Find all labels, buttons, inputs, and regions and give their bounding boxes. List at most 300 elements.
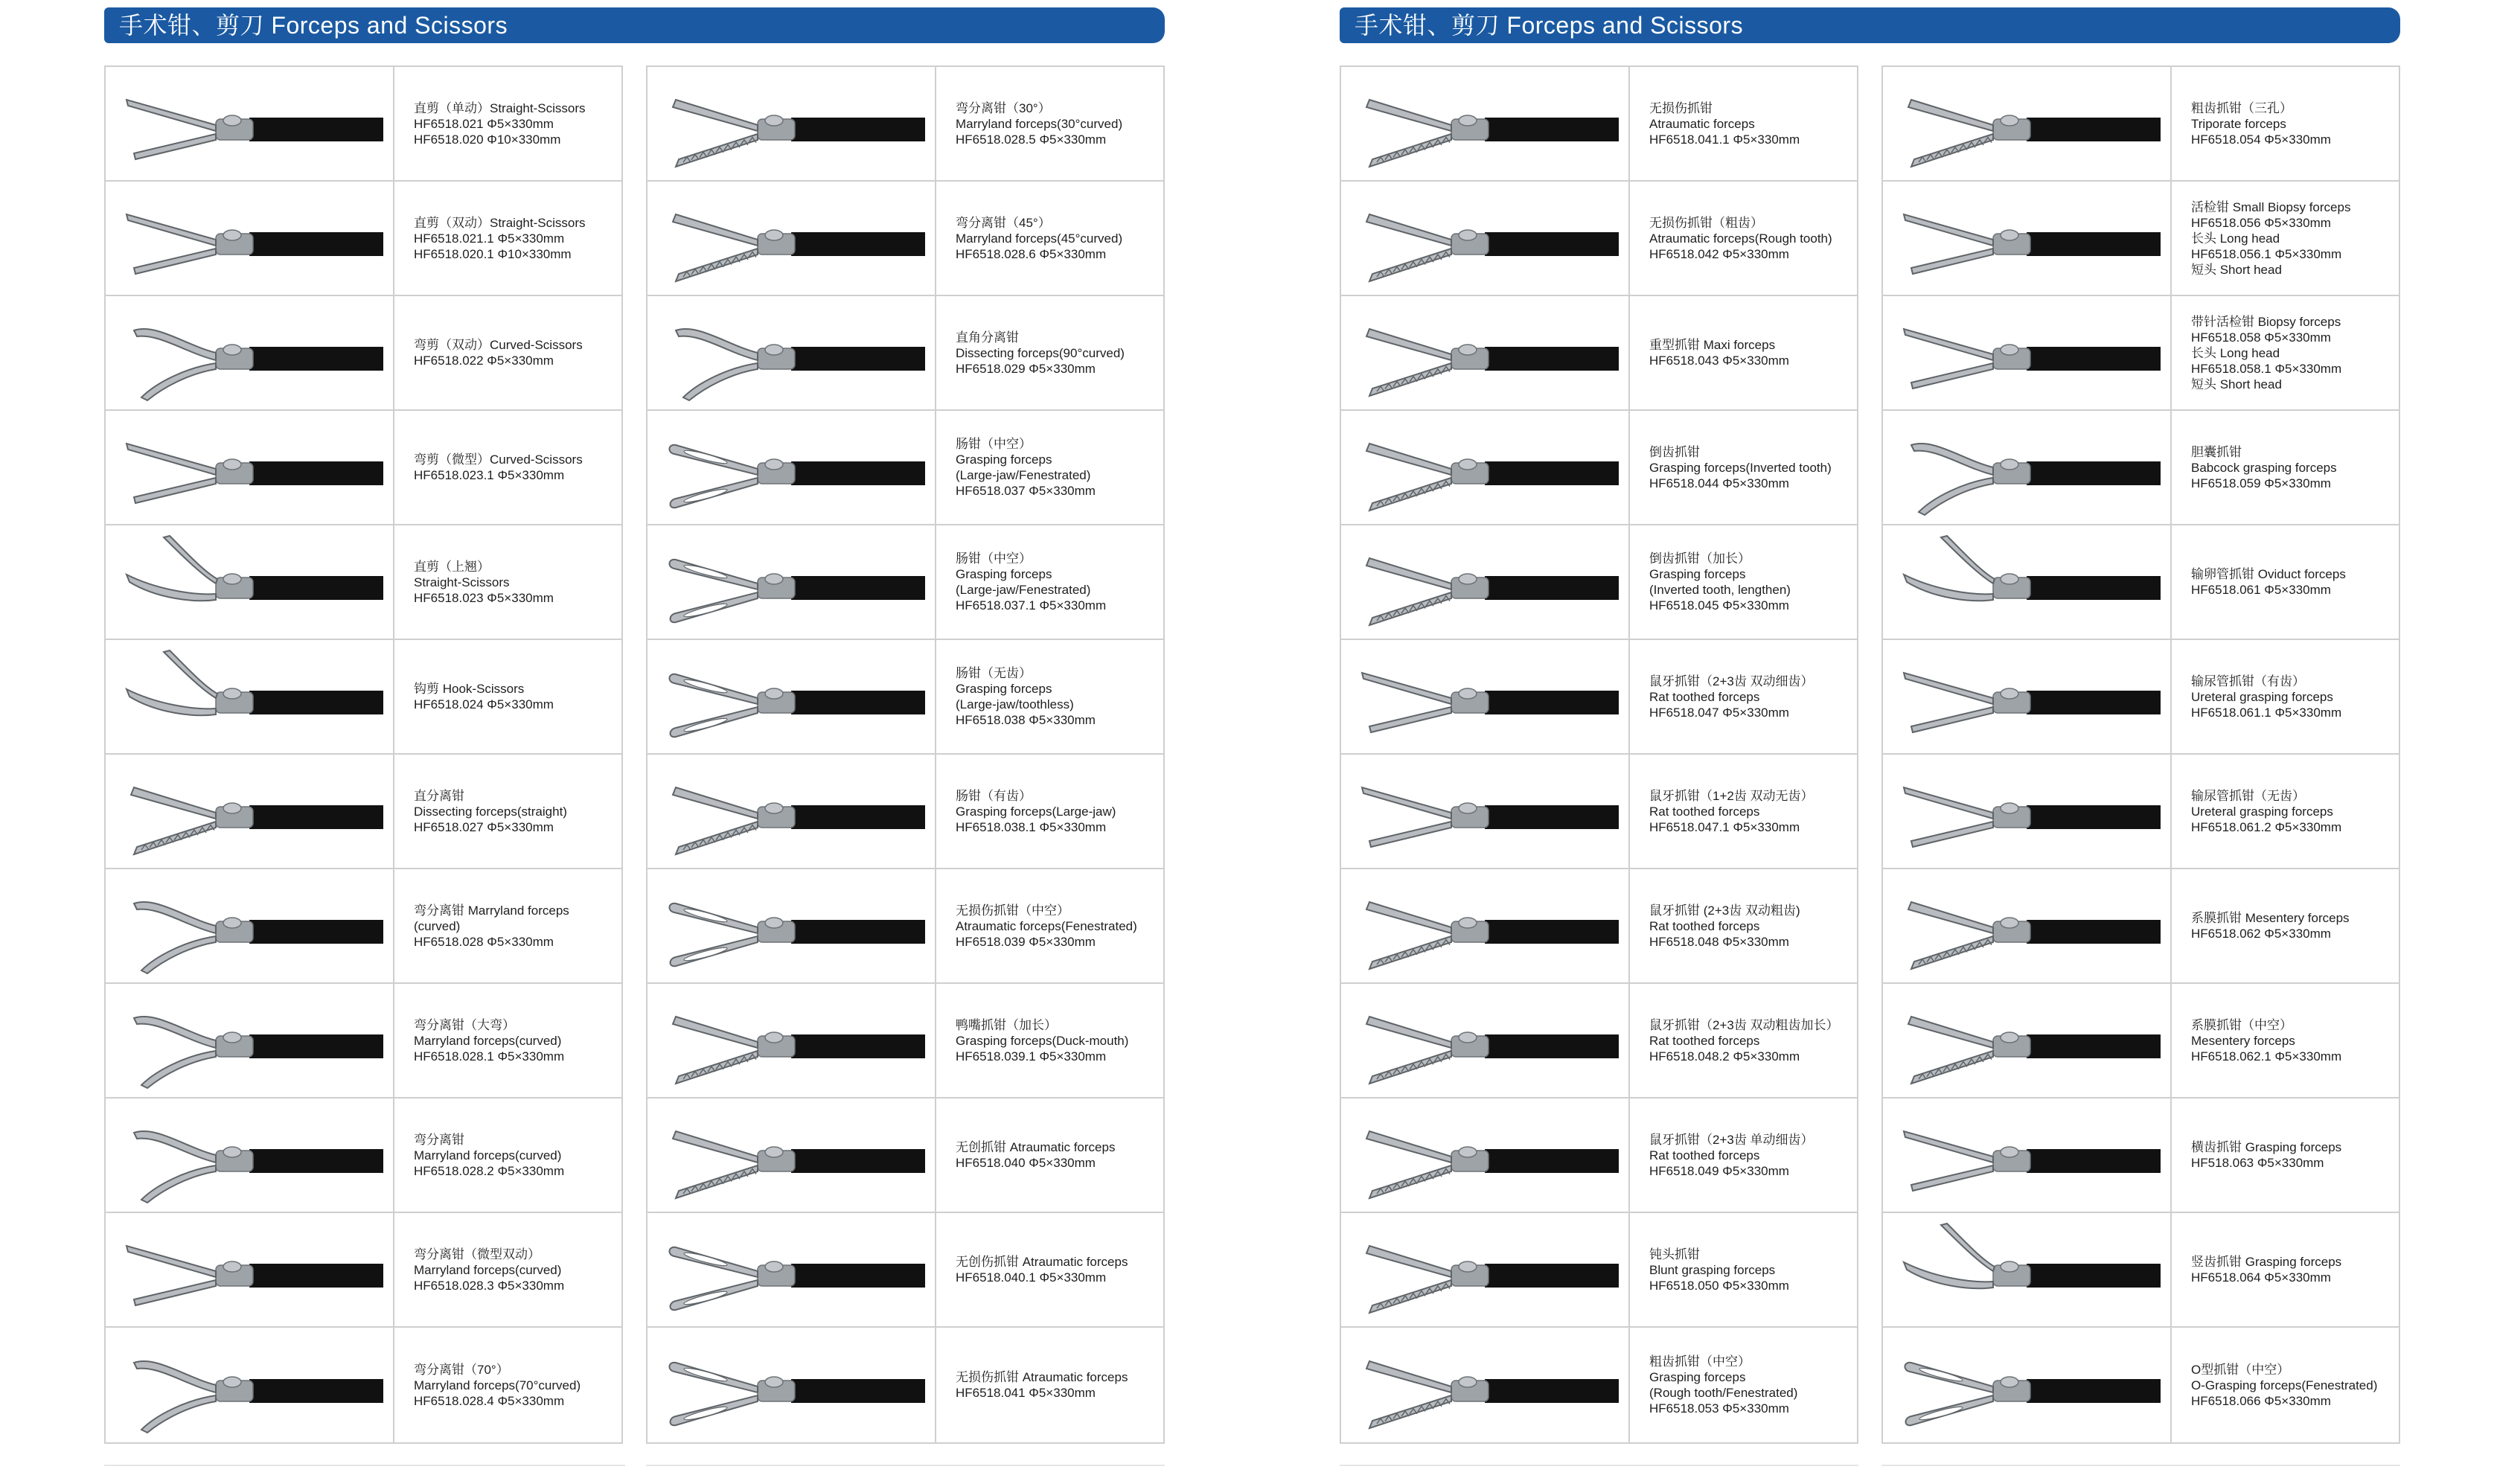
product-image-cell bbox=[648, 182, 936, 295]
jaw-lower bbox=[141, 1165, 216, 1203]
jaw-lower bbox=[134, 478, 216, 503]
product-text-line: 鼠牙抓钳（2+3齿 双动细齿） bbox=[1649, 674, 1814, 688]
product-text-line: HF6518.040.1 Φ5×330mm bbox=[956, 1270, 1107, 1285]
right-column-2 bbox=[1881, 65, 2400, 1444]
product-image-cell bbox=[648, 640, 936, 753]
jaw-lower bbox=[1369, 592, 1451, 625]
product-row bbox=[1883, 869, 2399, 984]
product-image-cell bbox=[1341, 755, 1630, 868]
instrument-shaft bbox=[1485, 118, 1619, 141]
instrument-image bbox=[1347, 530, 1622, 634]
jaw-upper bbox=[676, 329, 758, 360]
product-text-line: Dissecting forceps(straight) bbox=[414, 804, 567, 819]
product-text-line: HF6518.024 Φ5×330mm bbox=[414, 697, 554, 711]
product-description bbox=[1630, 67, 1857, 180]
product-image-cell bbox=[648, 525, 936, 639]
instrument-shaft bbox=[791, 920, 925, 944]
jaw-lower bbox=[1904, 575, 1993, 601]
product-image-cell bbox=[1341, 869, 1630, 982]
jaw-upper bbox=[134, 902, 216, 933]
product-row bbox=[1883, 984, 2399, 1098]
product-image-cell bbox=[106, 1328, 394, 1442]
jaw-upper bbox=[164, 650, 217, 698]
product-image-cell bbox=[1341, 182, 1630, 295]
product-description bbox=[1630, 640, 1857, 753]
product-image-cell bbox=[1341, 1098, 1630, 1212]
product-image-cell bbox=[1883, 67, 2172, 180]
product-text-line: (Large-jaw/Fenestrated) bbox=[956, 583, 1091, 597]
product-text-line: 胆囊抓钳 bbox=[2191, 444, 2242, 459]
product-text-line: 横齿抓钳 Grasping forceps bbox=[2191, 1140, 2342, 1154]
product-text-line: HF6518.062.1 Φ5×330mm bbox=[2191, 1049, 2342, 1064]
instrument-image bbox=[1347, 1333, 1622, 1437]
jaw-lower bbox=[127, 575, 216, 601]
product-description bbox=[2172, 1213, 2399, 1326]
product-text-line: HF6518.040 Φ5×330mm bbox=[956, 1156, 1096, 1170]
product-image-cell bbox=[106, 755, 394, 868]
product-description bbox=[1630, 869, 1857, 982]
product-text-line: 直分离钳 bbox=[414, 788, 464, 803]
product-description bbox=[936, 755, 1163, 868]
product-text-line: Grasping forceps(Large-jaw) bbox=[956, 804, 1116, 819]
product-text-line: HF6518.054 Φ5×330mm bbox=[2191, 132, 2331, 147]
product-text-line: 钩剪 Hook-Scissors bbox=[414, 682, 525, 696]
product-image-cell bbox=[648, 984, 936, 1097]
product-row bbox=[106, 411, 621, 525]
product-text-line: Babcock grasping forceps bbox=[2191, 460, 2337, 475]
product-row bbox=[648, 984, 1163, 1098]
product-text-line: HF6518.045 Φ5×330mm bbox=[1649, 598, 1789, 613]
product-text-line: O-Grasping forceps(Fenestrated) bbox=[2191, 1378, 2378, 1392]
instrument-image bbox=[1889, 1103, 2164, 1207]
product-text-line: HF6518.029 Φ5×330mm bbox=[956, 361, 1096, 376]
product-row bbox=[1883, 755, 2399, 869]
jaw-upper bbox=[1941, 1224, 1995, 1271]
product-description bbox=[936, 67, 1163, 180]
product-text-line: HF6518.020.1 Φ10×330mm bbox=[414, 246, 572, 261]
product-text-line: 系膜抓钳（中空） bbox=[2191, 1017, 2292, 1032]
product-text-line: HF6518.037.1 Φ5×330mm bbox=[956, 598, 1107, 613]
product-image-cell bbox=[106, 67, 394, 180]
product-description bbox=[2172, 1098, 2399, 1212]
jaw-lower bbox=[1369, 1165, 1451, 1198]
product-text-line: Rat toothed forceps bbox=[1649, 689, 1760, 704]
product-image-cell bbox=[106, 1213, 394, 1326]
instrument-image bbox=[1889, 645, 2164, 749]
product-row bbox=[106, 296, 621, 411]
jaw-upper bbox=[127, 444, 216, 475]
product-image-cell bbox=[1341, 1328, 1630, 1442]
divider bbox=[1881, 1465, 2400, 1466]
instrument-shaft bbox=[1485, 1264, 1619, 1288]
product-row bbox=[106, 755, 621, 869]
product-text-line: HF6518.042 Φ5×330mm bbox=[1649, 246, 1789, 261]
product-text-line: Atraumatic forceps(Fenestrated) bbox=[956, 918, 1137, 933]
instrument-image bbox=[1889, 186, 2164, 290]
product-text-line: 无创伤抓钳 Atraumatic forceps bbox=[956, 1255, 1128, 1269]
product-text-line: HF6518.021.1 Φ5×330mm bbox=[414, 231, 565, 246]
product-text-line: 鼠牙抓钳（2+3齿 单动细齿） bbox=[1649, 1132, 1814, 1147]
product-row bbox=[1341, 525, 1857, 640]
product-text-line: Marryland forceps(curved) bbox=[414, 1148, 562, 1162]
product-row bbox=[648, 755, 1163, 869]
product-description bbox=[1630, 525, 1857, 639]
product-description bbox=[936, 869, 1163, 982]
product-text-line: 肠钳（中空） bbox=[956, 437, 1032, 451]
product-row bbox=[1883, 525, 2399, 640]
jaw-upper bbox=[127, 214, 216, 246]
left-page bbox=[104, 0, 1168, 1484]
product-text-line: HF6518.056.1 Φ5×330mm bbox=[2191, 246, 2342, 261]
instrument-image bbox=[112, 988, 387, 1093]
jaw-upper bbox=[1911, 444, 1993, 475]
instrument-shaft bbox=[791, 347, 925, 371]
product-row bbox=[106, 182, 621, 296]
instrument-image bbox=[1889, 874, 2164, 978]
product-text-line: 短头 Short head bbox=[2191, 377, 2282, 391]
product-row bbox=[648, 411, 1163, 525]
product-image-cell bbox=[106, 640, 394, 753]
product-image-cell bbox=[1341, 984, 1630, 1097]
jaw-lower bbox=[141, 936, 216, 973]
product-text-line: 粗齿抓钳（中空） bbox=[1649, 1355, 1750, 1369]
product-row bbox=[1883, 411, 2399, 525]
product-text-line: (Large-jaw/toothless) bbox=[956, 697, 1074, 711]
product-description bbox=[1630, 1213, 1857, 1326]
product-text-line: 重型抓钳 Maxi forceps bbox=[1649, 338, 1776, 352]
product-text-line: 无损伤抓钳（中空） bbox=[956, 903, 1069, 918]
product-row bbox=[106, 1328, 621, 1442]
left-column-1 bbox=[104, 65, 623, 1444]
product-image-cell bbox=[1341, 67, 1630, 180]
product-text-line: 无损伤抓钳 bbox=[1649, 100, 1713, 115]
jaw-lower bbox=[676, 822, 758, 854]
jaw-lower bbox=[134, 134, 216, 159]
product-row bbox=[648, 296, 1163, 411]
instrument-image bbox=[112, 1103, 387, 1207]
product-row bbox=[106, 67, 621, 182]
right-page-title: 手术钳、剪刀 Forceps and Scissors bbox=[1340, 7, 2400, 43]
product-row bbox=[106, 1213, 621, 1328]
product-image-cell bbox=[1883, 182, 2172, 295]
product-image-cell bbox=[1883, 525, 2172, 639]
product-text-line: 鼠牙抓钳 (2+3齿 双动粗齿) bbox=[1649, 903, 1800, 918]
instrument-shaft bbox=[2027, 1034, 2161, 1058]
product-description bbox=[936, 1328, 1163, 1442]
instrument-shaft bbox=[1485, 920, 1619, 944]
product-image-cell bbox=[1883, 1213, 2172, 1326]
product-row bbox=[106, 640, 621, 755]
product-description bbox=[2172, 984, 2399, 1097]
jaw-lower bbox=[1369, 707, 1451, 732]
product-image-cell bbox=[1883, 411, 2172, 524]
instrument-image bbox=[112, 186, 387, 290]
product-text-line: HF6518.039.1 Φ5×330mm bbox=[956, 1049, 1107, 1064]
divider bbox=[104, 1465, 625, 1466]
jaw-upper bbox=[1362, 673, 1451, 704]
product-text-line: 肠钳（无齿） bbox=[956, 666, 1032, 680]
product-image-cell bbox=[106, 525, 394, 639]
instrument-shaft bbox=[791, 691, 925, 714]
product-text-line: 钝头抓钳 bbox=[1649, 1247, 1700, 1261]
instrument-shaft bbox=[1485, 1034, 1619, 1058]
product-text-line: 活检钳 Small Biopsy forceps bbox=[2191, 199, 2351, 214]
product-image-cell bbox=[106, 984, 394, 1097]
jaw-lower bbox=[1369, 1280, 1451, 1313]
jaw-upper bbox=[127, 100, 216, 131]
product-image-cell bbox=[1341, 640, 1630, 753]
instrument-image bbox=[1347, 1103, 1622, 1207]
product-text-line: 竖齿抓钳 Grasping forceps bbox=[2191, 1255, 2342, 1269]
instrument-image bbox=[653, 186, 929, 290]
instrument-image bbox=[653, 1333, 929, 1437]
instrument-image bbox=[1889, 530, 2164, 634]
jaw-upper bbox=[164, 536, 217, 583]
instrument-image bbox=[653, 415, 929, 519]
product-text-line: Grasping forceps bbox=[956, 567, 1052, 581]
product-text-line: 鸭嘴抓钳（加长） bbox=[956, 1017, 1057, 1032]
left-column-2 bbox=[646, 65, 1165, 1444]
product-image-cell bbox=[648, 1328, 936, 1442]
product-text-line: Atraumatic forceps(Rough tooth) bbox=[1649, 231, 1832, 246]
instrument-image bbox=[1347, 988, 1622, 1093]
product-text-line: 带针活检钳 Biopsy forceps bbox=[2191, 314, 2341, 329]
product-text-line: 直角分离钳 bbox=[956, 330, 1019, 345]
product-description bbox=[394, 525, 621, 639]
product-description bbox=[1630, 296, 1857, 409]
product-description bbox=[1630, 1328, 1857, 1442]
product-row bbox=[1883, 182, 2399, 296]
instrument-image bbox=[112, 874, 387, 978]
product-description bbox=[2172, 525, 2399, 639]
product-text-line: 弯分离钳（70°） bbox=[414, 1362, 509, 1377]
product-description bbox=[1630, 182, 1857, 295]
divider bbox=[646, 1465, 1165, 1466]
product-text-line: Marryland forceps(curved) bbox=[414, 1262, 562, 1277]
product-text-line: Grasping forceps(Inverted tooth) bbox=[1649, 460, 1832, 475]
instrument-shaft bbox=[791, 1379, 925, 1403]
product-text-line: Rat toothed forceps bbox=[1649, 804, 1760, 819]
jaw-upper bbox=[1904, 1131, 1993, 1162]
product-text-line: HF6518.028.4 Φ5×330mm bbox=[414, 1393, 565, 1408]
instrument-image bbox=[112, 71, 387, 176]
instrument-shaft bbox=[791, 576, 925, 600]
product-description bbox=[394, 755, 621, 868]
product-row bbox=[648, 1098, 1163, 1213]
product-row bbox=[1341, 640, 1857, 755]
product-description bbox=[394, 182, 621, 295]
product-image-cell bbox=[648, 67, 936, 180]
instrument-shaft bbox=[249, 691, 383, 714]
instrument-image bbox=[653, 759, 929, 863]
product-text-line: HF6518.043 Φ5×330mm bbox=[1649, 354, 1789, 368]
instrument-shaft bbox=[2027, 805, 2161, 829]
jaw-lower bbox=[1904, 1262, 1993, 1288]
instrument-image bbox=[1889, 1333, 2164, 1437]
product-text-line: HF6518.028.3 Φ5×330mm bbox=[414, 1278, 565, 1293]
jaw-lower bbox=[676, 134, 758, 167]
jaw-upper bbox=[1366, 329, 1451, 360]
product-text-line: HF6518.058 Φ5×330mm bbox=[2191, 330, 2331, 345]
product-text-line: (curved) bbox=[414, 918, 461, 933]
product-text-line: 输尿管抓钳（有齿） bbox=[2191, 674, 2305, 688]
jaw-lower bbox=[676, 1165, 758, 1198]
product-description bbox=[2172, 755, 2399, 868]
product-text-line: HF6518.061.1 Φ5×330mm bbox=[2191, 705, 2342, 720]
product-text-line: 弯分离钳（微型双动） bbox=[414, 1247, 540, 1261]
product-image-cell bbox=[1341, 525, 1630, 639]
product-text-line: HF6518.028.5 Φ5×330mm bbox=[956, 132, 1107, 147]
instrument-shaft bbox=[791, 118, 925, 141]
instrument-shaft bbox=[1485, 1379, 1619, 1403]
product-description bbox=[936, 525, 1163, 639]
jaw-upper bbox=[1366, 902, 1451, 933]
instrument-image bbox=[112, 645, 387, 749]
instrument-image bbox=[1889, 988, 2164, 1093]
product-text-line: 鼠牙抓钳（2+3齿 双动粗齿加长） bbox=[1649, 1017, 1839, 1032]
product-image-cell bbox=[1883, 984, 2172, 1097]
jaw-lower bbox=[134, 822, 216, 854]
jaw-lower bbox=[676, 249, 758, 281]
product-description bbox=[2172, 411, 2399, 524]
product-text-line: 弯剪（微型）Curved-Scissors bbox=[414, 452, 583, 467]
product-description bbox=[1630, 411, 1857, 524]
instrument-image bbox=[1889, 415, 2164, 519]
instrument-shaft bbox=[791, 232, 925, 256]
instrument-shaft bbox=[1485, 461, 1619, 485]
jaw-upper bbox=[673, 100, 758, 131]
jaw-lower bbox=[1369, 478, 1451, 511]
product-text-line: HF6518.023 Φ5×330mm bbox=[414, 590, 554, 605]
product-text-line: 弯分离钳（大弯） bbox=[414, 1017, 515, 1032]
jaw-upper bbox=[1366, 444, 1451, 475]
product-text-line: Grasping forceps bbox=[956, 452, 1052, 467]
product-text-line: 短头 Short head bbox=[2191, 262, 2282, 277]
product-text-line: HF6518.039 Φ5×330mm bbox=[956, 934, 1096, 949]
product-row bbox=[648, 525, 1163, 640]
product-description bbox=[1630, 1098, 1857, 1212]
product-row bbox=[1341, 296, 1857, 411]
product-description bbox=[394, 640, 621, 753]
product-text-line: HF6518.020 Φ10×330mm bbox=[414, 132, 561, 147]
product-row bbox=[1341, 1328, 1857, 1442]
instrument-image bbox=[1347, 71, 1622, 176]
product-row bbox=[648, 182, 1163, 296]
product-row bbox=[1883, 640, 2399, 755]
product-row bbox=[106, 525, 621, 640]
instrument-shaft bbox=[1485, 691, 1619, 714]
product-text-line: HF6518.023.1 Φ5×330mm bbox=[414, 468, 565, 482]
product-text-line: HF6518.037 Φ5×330mm bbox=[956, 484, 1096, 498]
instrument-shaft bbox=[1485, 1149, 1619, 1173]
instrument-image bbox=[112, 530, 387, 634]
instrument-image bbox=[1889, 301, 2164, 405]
product-image-cell bbox=[1341, 296, 1630, 409]
product-text-line: 弯分离钳 bbox=[414, 1132, 464, 1147]
instrument-shaft bbox=[2027, 232, 2161, 256]
product-image-cell bbox=[1883, 869, 2172, 982]
product-text-line: Rat toothed forceps bbox=[1649, 918, 1760, 933]
product-text-line: HF6518.027 Φ5×330mm bbox=[414, 819, 554, 834]
instrument-shaft bbox=[249, 805, 383, 829]
instrument-shaft bbox=[2027, 1264, 2161, 1288]
product-row bbox=[1341, 182, 1857, 296]
product-text-line: Marryland forceps(45°curved) bbox=[956, 231, 1123, 246]
product-text-line: Grasping forceps(Duck-mouth) bbox=[956, 1033, 1129, 1048]
product-description bbox=[936, 182, 1163, 295]
product-row bbox=[1341, 1098, 1857, 1213]
product-text-line: Rat toothed forceps bbox=[1649, 1148, 1760, 1162]
product-text-line: HF6518.022 Φ5×330mm bbox=[414, 354, 554, 368]
product-text-line: Grasping forceps bbox=[1649, 1370, 1746, 1384]
jaw-upper bbox=[1904, 673, 1993, 704]
product-image-cell bbox=[648, 755, 936, 868]
instrument-image bbox=[653, 1103, 929, 1207]
product-row bbox=[1883, 1213, 2399, 1328]
product-text-line: HF6518.049 Φ5×330mm bbox=[1649, 1163, 1789, 1178]
instrument-shaft bbox=[1485, 576, 1619, 600]
product-text-line: HF6518.058.1 Φ5×330mm bbox=[2191, 361, 2342, 376]
product-text-line: HF6518.041.1 Φ5×330mm bbox=[1649, 132, 1800, 147]
product-text-line: Ureteral grasping forceps bbox=[2191, 804, 2333, 819]
product-row bbox=[648, 640, 1163, 755]
product-text-line: HF6518.028.6 Φ5×330mm bbox=[956, 246, 1107, 261]
instrument-shaft bbox=[2027, 118, 2161, 141]
jaw-upper bbox=[131, 787, 216, 819]
product-text-line: Straight-Scissors bbox=[414, 575, 510, 589]
instrument-image bbox=[653, 301, 929, 405]
product-image-cell bbox=[648, 1098, 936, 1212]
product-text-line: HF6518.021 Φ5×330mm bbox=[414, 116, 554, 131]
instrument-shaft bbox=[2027, 347, 2161, 371]
jaw-lower bbox=[1369, 134, 1451, 167]
instrument-shaft bbox=[1485, 347, 1619, 371]
product-row bbox=[1341, 1213, 1857, 1328]
product-description bbox=[2172, 869, 2399, 982]
jaw-lower bbox=[141, 1051, 216, 1088]
jaw-upper bbox=[1366, 1131, 1451, 1162]
product-text-line: O型抓钳（中空） bbox=[2191, 1362, 2290, 1377]
instrument-shaft bbox=[249, 920, 383, 944]
jaw-upper bbox=[134, 329, 216, 360]
jaw-upper bbox=[673, 1017, 758, 1048]
product-description bbox=[2172, 67, 2399, 180]
jaw-lower bbox=[1911, 707, 1993, 732]
product-text-line: Ureteral grasping forceps bbox=[2191, 689, 2333, 704]
instrument-shaft bbox=[2027, 1149, 2161, 1173]
product-image-cell bbox=[106, 869, 394, 982]
product-text-line: 直剪（双动）Straight-Scissors bbox=[414, 215, 586, 230]
product-description bbox=[394, 984, 621, 1097]
instrument-image bbox=[1889, 71, 2164, 176]
product-text-line: HF6518.059 Φ5×330mm bbox=[2191, 476, 2331, 490]
jaw-lower bbox=[127, 689, 216, 715]
product-text-line: HF6518.047 Φ5×330mm bbox=[1649, 705, 1789, 720]
product-description bbox=[2172, 296, 2399, 409]
product-text-line: Atraumatic forceps bbox=[1649, 116, 1755, 131]
product-image-cell bbox=[106, 411, 394, 524]
product-row bbox=[1883, 296, 2399, 411]
product-description bbox=[2172, 1328, 2399, 1442]
product-text-line: HF6518.047.1 Φ5×330mm bbox=[1649, 819, 1800, 834]
product-text-line: 弯剪（双动）Curved-Scissors bbox=[414, 338, 583, 352]
instrument-image bbox=[653, 874, 929, 978]
instrument-shaft bbox=[1485, 232, 1619, 256]
jaw-lower bbox=[1911, 363, 1993, 388]
product-text-line: HF6518.053 Φ5×330mm bbox=[1649, 1401, 1789, 1416]
product-image-cell bbox=[1883, 755, 2172, 868]
product-text-line: (Rough tooth/Fenestrated) bbox=[1649, 1386, 1798, 1400]
